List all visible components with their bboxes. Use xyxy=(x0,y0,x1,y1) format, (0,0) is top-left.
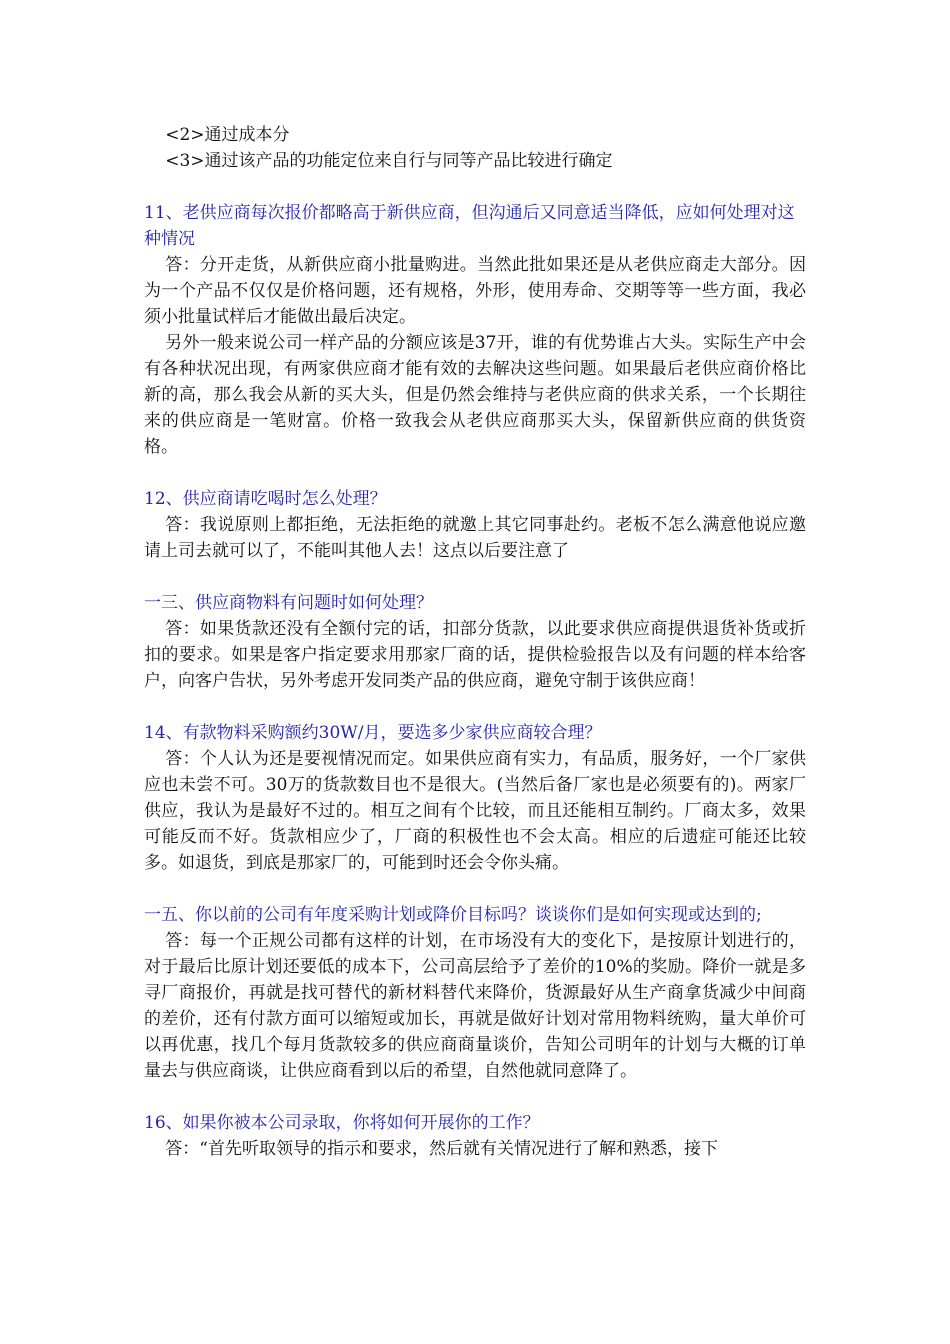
question-heading: 一三、供应商物料有问题时如何处理？ xyxy=(144,593,433,613)
question-heading: 16、如果你被本公司录取，你将如何开展你的工作？ xyxy=(144,1113,540,1133)
answer-paragraph: 答：分开走货，从新供应商小批量购进。当然此批如果还是从老供应商走大部分。因为一个产品不仅仅是价格问题，还有规格，外形，使用寿命、交期等等一些方面，我必须小批量试样后才能做出最后决定。 xyxy=(144,255,806,327)
list-item: <3>通过该产品的功能定位来自行与同等产品比较进行确定 xyxy=(165,151,613,171)
document-body xyxy=(144,122,806,1162)
qa-section-12 xyxy=(144,486,806,564)
answer-paragraph: 答：我说原则上都拒绝，无法拒绝的就邀上其它同事赴约。老板不怎么满意他说应邀请上司去就可以了，不能叫其他人去！这点以后要注意了 xyxy=(144,515,806,561)
question-heading: 11、老供应商每次报价都略高于新供应商，但沟通后又同意适当降低，应如何处理对这种情况 xyxy=(144,203,795,249)
qa-section-15 xyxy=(144,902,806,1084)
answer-paragraph: 另外一般来说公司一样产品的分额应该是37开，谁的有优势谁占大头。实际生产中会有各种状况出现，有两家供应商才能有效的去解决这些问题。如果最后老供应商价格比新的高，那么我会从新的买大头，但是仍然会维持与老供应商的供求关系，一个长期往来的供应商是一笔财富。价格一致我会从老供应商那买大头，保留新供应商的供货资格。 xyxy=(144,333,806,457)
question-heading: 14、有款物料采购额约30W/月，要选多少家供应商较合理？ xyxy=(144,723,602,743)
answer-paragraph: 答：每一个正规公司都有这样的计划，在市场没有大的变化下，是按原计划进行的，对于最后比原计划还要低的成本下，公司高层给予了差价的10%的奖励。降价一就是多寻厂商报价，再就是找可替代的新材料替代来降价，货源最好从生产商拿货减少中间商的差价，还有付款方面可以缩短或加长，再就是做好计划对常用物料统购，量大单价可以再优惠，找几个每月货款较多的供应商商量谈价，告知公司明年的计划与大概的订单量去与供应商谈，让供应商看到以后的希望，自然他就同意降了。 xyxy=(144,931,806,1081)
question-heading: 12、供应商请吃喝时怎么处理？ xyxy=(144,489,387,509)
answer-paragraph: 答：“首先听取领导的指示和要求，然后就有关情况进行了解和熟悉，接下 xyxy=(165,1139,718,1159)
question-heading: 一五、你以前的公司有年度采购计划或降价目标吗？谈谈你们是如何实现或达到的; xyxy=(144,905,762,925)
qa-section-14 xyxy=(144,720,806,876)
qa-section-13 xyxy=(144,590,806,694)
answer-paragraph: 答：个人认为还是要视情况而定。如果供应商有实力，有品质，服务好，一个厂家供应也未尝不可。30万的货款数目也不是很大。(当然后备厂家也是必须要有的)。两家厂供应，我认为是最好不过的。相互之间有个比较，而且还能相互制约。厂商太多，效果可能反而不好。货款相应少了，厂商的积极性也不会太高。相应的后遗症可能还比较多。如退货，到底是那家厂的，可能到时还会令你头痛。 xyxy=(144,749,806,873)
answer-paragraph: 答：如果货款还没有全额付完的话，扣部分货款，以此要求供应商提供退货补货或折扣的要求。如果是客户指定要求用那家厂商的话，提供检验报告以及有问题的样本给客户，向客户告状，另外考虑开发同类产品的供应商，避免守制于该供应商！ xyxy=(144,619,806,691)
qa-section-16 xyxy=(144,1110,806,1162)
qa-section-11 xyxy=(144,200,806,460)
list-item: <2>通过成本分 xyxy=(165,125,290,145)
